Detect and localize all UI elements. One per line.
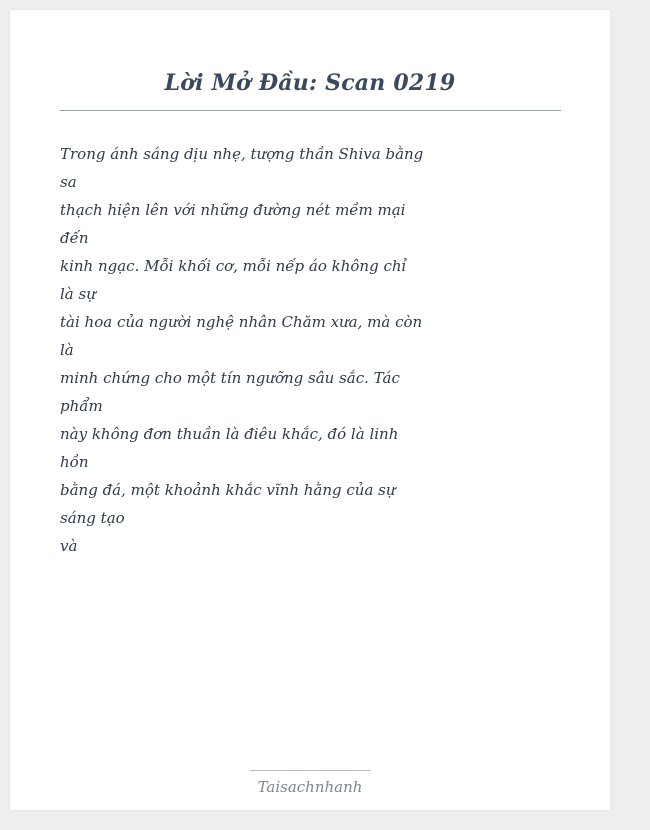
body-line: Trong ánh sáng dịu nhẹ, tượng thần Shiva bằng bbox=[60, 145, 424, 163]
body-line: tài hoa của người nghệ nhân Chăm xưa, mà còn bbox=[60, 313, 423, 331]
body-line: hồn bbox=[60, 453, 89, 471]
title-divider bbox=[60, 110, 561, 111]
body-line: sa bbox=[60, 173, 77, 191]
footer-brand: Taisachnhanh bbox=[257, 778, 363, 796]
body-text bbox=[60, 140, 424, 560]
body-line: đến bbox=[60, 229, 89, 247]
body-line: bằng đá, một khoảnh khắc vĩnh hằng của sự bbox=[60, 481, 396, 499]
body-line: và bbox=[60, 537, 78, 555]
body-line: này không đơn thuần là điêu khắc, đó là linh bbox=[60, 425, 399, 443]
body-line: là sự bbox=[60, 285, 96, 303]
document-page bbox=[10, 10, 610, 810]
body-line: kinh ngạc. Mỗi khối cơ, mỗi nếp áo không chỉ bbox=[60, 257, 407, 275]
body-line: sáng tạo bbox=[60, 509, 125, 527]
body-line: phẩm bbox=[60, 397, 103, 415]
footer-divider bbox=[250, 770, 371, 771]
body-line: thạch hiện lên với những đường nét mềm mại bbox=[60, 201, 406, 219]
body-line: là bbox=[60, 341, 74, 359]
page-title: Lời Mở Đầu: Scan 0219 bbox=[164, 70, 456, 96]
body-line: minh chứng cho một tín ngưỡng sâu sắc. Tác bbox=[60, 369, 400, 387]
